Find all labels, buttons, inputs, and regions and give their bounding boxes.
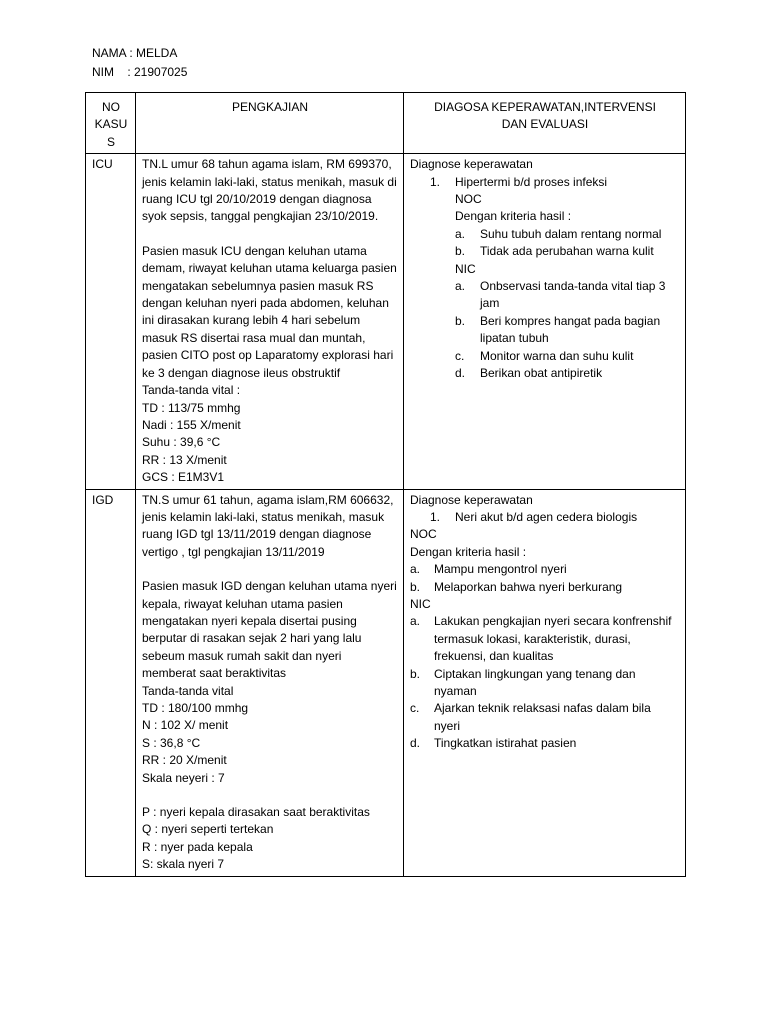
list-item xyxy=(410,561,680,578)
col-header-no-kasus xyxy=(86,93,136,154)
pqrs-line: P : nyeri kepala dirasakan saat beraktivitas xyxy=(142,805,370,820)
list-marker: b. xyxy=(410,579,421,594)
list-item xyxy=(410,666,680,701)
vital-signs xyxy=(142,683,398,787)
list-item xyxy=(410,735,680,752)
list-marker: a. xyxy=(455,226,466,241)
list-marker: c. xyxy=(410,701,420,716)
list-item xyxy=(410,348,680,365)
list-item xyxy=(410,613,680,665)
nic-list xyxy=(410,278,680,382)
diagnosa-title: Diagnose keperawatan xyxy=(410,157,533,172)
list-item xyxy=(410,579,680,596)
vital-sign-line: S : 36,8 °C xyxy=(142,735,201,750)
nic-item-text: Beri kompres hangat pada bagian lipatan tubuh xyxy=(480,313,661,346)
noc-item-text: Melaporkan bahwa nyeri berkurang xyxy=(434,579,623,594)
pqrs-assessment xyxy=(142,804,398,874)
col-header-no-kasus-text: NO KASU S xyxy=(94,100,128,149)
nic-item-text: Lakukan pengkajian nyeri secara konfrenshif termasuk lokasi, karakteristik, durasi, frekuensi, dan kualitas xyxy=(434,614,672,664)
row-pengkajian xyxy=(136,154,404,489)
pqrs-line: S: skala nyeri 7 xyxy=(142,857,225,872)
vital-sign-line: TD : 113/75 mmhg xyxy=(142,400,241,415)
student-nim: NIM : 21907025 xyxy=(92,65,188,79)
list-item xyxy=(410,278,680,313)
vital-sign-line: Tanda-tanda vital xyxy=(142,683,234,698)
pengkajian-identity: TN.S umur 61 tahun, agama islam,RM 606632, jenis kelamin laki-laki, status menikah, masuk ruang IGD tgl 13/11/2019 dengan diagnose vertigo , tgl pengkajian 13/11/2019 xyxy=(142,492,394,559)
list-marker: a. xyxy=(455,279,466,294)
list-marker: 1. xyxy=(430,174,441,189)
col-header-pengkajian: PENGKAJIAN xyxy=(136,93,404,154)
pengkajian-history: Pasien masuk IGD dengan keluhan utama nyeri kepala, riwayat keluhan utama pasien mengatakan nyeri kepala disertai pusing berputar di rasakan sejak 2 hari yang lalu sebeum masuk rumah sakit dan nyeri memberat saat beraktivitas xyxy=(142,579,397,681)
list-marker: d. xyxy=(455,366,466,381)
list-item xyxy=(435,243,680,260)
pqrs-line: Q : nyeri seperti tertekan xyxy=(142,822,274,837)
nic-item-text: Berikan obat antipiretik xyxy=(480,366,603,381)
diagnosa-list xyxy=(410,509,680,526)
nic-item-text: Ajarkan teknik relaksasi nafas dalam bila nyeri xyxy=(434,701,651,733)
student-name: NAMA : MELDA xyxy=(92,46,178,60)
noc-label: NOC xyxy=(410,527,437,542)
row-diagnosa xyxy=(404,154,686,489)
row-pengkajian xyxy=(136,489,404,876)
diagnosa-text: Hipertermi b/d proses infeksi xyxy=(455,174,608,189)
vital-sign-line: Tanda-tanda vital : xyxy=(142,383,241,398)
list-marker: b. xyxy=(410,666,421,681)
vital-sign-line: Nadi : 155 X/menit xyxy=(142,417,241,432)
table-row xyxy=(86,154,686,489)
diagnosa-title: Diagnose keperawatan xyxy=(410,492,533,507)
nic-item-text: Tingkatkan istirahat pasien xyxy=(434,736,577,751)
nic-label: NIC xyxy=(410,596,431,611)
vital-signs xyxy=(142,382,398,486)
nic-list xyxy=(410,613,680,752)
diagnosa-list xyxy=(410,174,680,191)
list-item xyxy=(410,313,680,348)
list-item xyxy=(410,700,680,735)
list-marker: b. xyxy=(455,313,466,328)
list-marker: b. xyxy=(455,244,466,259)
list-item xyxy=(410,509,680,526)
pqrs-line: R : nyer pada kepala xyxy=(142,839,253,854)
noc-item-text: Mampu mengontrol nyeri xyxy=(434,562,567,577)
noc-label: NOC xyxy=(455,192,482,207)
list-marker: a. xyxy=(410,562,421,577)
noc-list xyxy=(410,226,680,261)
list-marker: c. xyxy=(455,348,465,363)
row-diagnosa xyxy=(404,489,686,876)
vital-sign-line: N : 102 X/ menit xyxy=(142,718,229,733)
col-header-diagnosa-text: DIAGOSA KEPERAWATAN,INTERVENSI DAN EVALUASI xyxy=(434,100,656,132)
nic-label: NIC xyxy=(455,261,476,276)
noc-list xyxy=(410,561,680,596)
vital-sign-line: Skala neyeri : 7 xyxy=(142,770,225,785)
vital-sign-line: Suhu : 39,6 °C xyxy=(142,435,221,450)
row-case-no: IGD xyxy=(86,489,136,876)
vital-sign-line: TD : 180/100 mmhg xyxy=(142,701,249,715)
nic-item-text: Monitor warna dan suhu kulit xyxy=(480,348,634,363)
student-header xyxy=(92,45,187,83)
kriteria-label: Dengan kriteria hasil : xyxy=(410,544,527,559)
col-header-diagnosa xyxy=(404,93,686,154)
row-case-no: ICU xyxy=(86,154,136,489)
case-table xyxy=(85,92,686,877)
nic-item-text: Onbservasi tanda-tanda vital tiap 3 jam xyxy=(480,279,666,311)
vital-sign-line: RR : 13 X/menit xyxy=(142,452,227,467)
list-item xyxy=(435,226,680,243)
pengkajian-identity: TN.L umur 68 tahun agama islam, RM 699370, jenis kelamin laki-laki, status menikah, masuk di ruang ICU tgl 20/10/2019 dengan diagnosa syok sepsis, tanggal pengkajian 23/10/2019. xyxy=(142,157,397,224)
kriteria-label: Dengan kriteria hasil : xyxy=(455,209,572,224)
list-item xyxy=(410,174,680,191)
pengkajian-history: Pasien masuk ICU dengan keluhan utama demam, riwayat keluhan utama keluarga pasien mengatakan sebelumnya pasien masuk RS dengan keluhan nyeri pada abdomen, keluhan ini dirasakan kurang lebih 4 hari sebelum masuk RS disertai rasa mual dan muntah, pasien CITO post op Laparatomy explorasi hari ke 3 dengan diagnose ileus obstruktif xyxy=(142,243,397,380)
list-marker: 1. xyxy=(430,509,441,524)
diagnosa-text: Neri akut b/d agen cedera biologis xyxy=(455,509,638,524)
table-row xyxy=(86,489,686,876)
vital-sign-line: GCS : E1M3V1 xyxy=(142,470,225,485)
table-header-row xyxy=(86,93,686,154)
list-item xyxy=(410,365,680,382)
list-marker: a. xyxy=(410,614,421,629)
noc-item-text: Tidak ada perubahan warna kulit xyxy=(480,244,654,259)
vital-sign-line: RR : 20 X/menit xyxy=(142,753,227,768)
list-marker: d. xyxy=(410,736,421,751)
nic-item-text: Ciptakan lingkungan yang tenang dan nyaman xyxy=(434,666,636,698)
noc-item-text: Suhu tubuh dalam rentang normal xyxy=(480,226,662,241)
